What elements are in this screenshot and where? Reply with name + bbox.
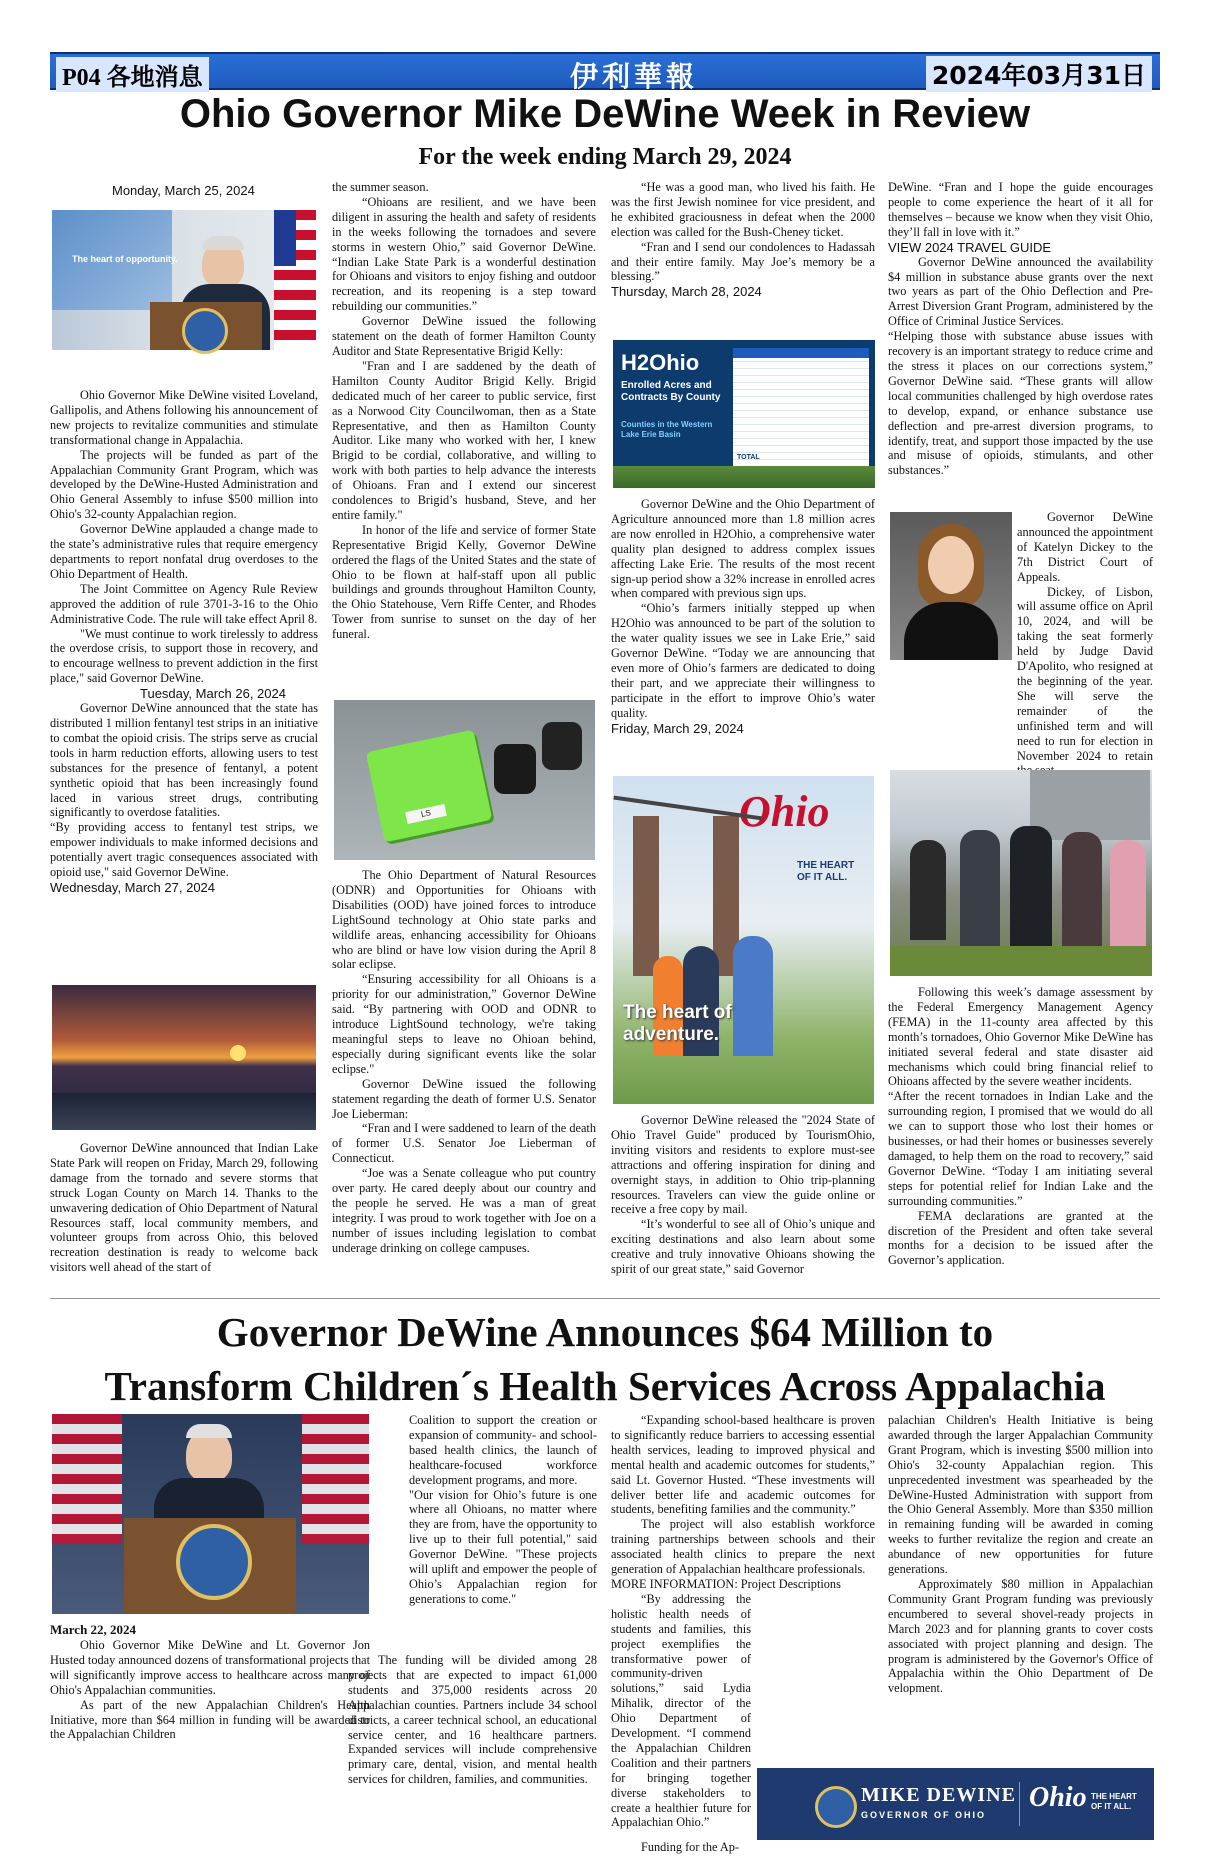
article1-column-4: [888, 180, 1153, 478]
article1-column-1: [50, 183, 318, 198]
governor-banner: [757, 1768, 1154, 1840]
paragraph: The Joint Committee on Agency Rule Review approved the addition of rule 3701-3-16 to the Ohio Administrative Code. The rule will take effect April 8.: [50, 581, 318, 626]
paragraph: “Ohio’s farmers initially stepped up when H2Ohio was announced to be part of the solution to the water quality issues we see in Lake Erie,” said Governor DeWine. “Today we are announcing that even more of Ohio’s farmers are dedicated to doing their part, and we appreciate their willingness to participate in the effort to improve Ohio’s water quality.: [611, 601, 875, 720]
paragraph: The Ohio Department of Natural Resources (ODNR) and Opportunities for Ohioans with Disabilities (OOD) have joined forces to introduce LightSound technology at Ohio state parks and wildlife areas, enhancing accessibility for Ohioans who are blind or have low vision during the April 8 solar eclipse.: [332, 868, 596, 972]
paragraph: Following this week’s damage assessment by the Federal Emergency Management Agency (FEMA) in the 11-county area affected by this month’s tornadoes, Ohio Governor Mike DeWine has initiated several federal and state disaster aid mechanisms which could bring financial relief to Ohioans affected by the severe weather incidents.: [888, 985, 1153, 1089]
h2ohio-subtitle: Enrolled Acres and Contracts By County: [621, 380, 721, 403]
governor-seal-podium-photo: [52, 1414, 369, 1614]
paragraph: “Fran and I send our condolences to Hadassah and their entire family. May Joe’s memory be a blessing.”: [611, 239, 875, 284]
article2-date: March 22, 2024: [50, 1622, 137, 1637]
paragraph: Governor DeWine issued the following statement on the death of former Hamilton County Auditor and State Representative Brigid Kelly:: [332, 314, 596, 358]
date-thursday: Thursday, March 28, 2024: [611, 284, 762, 300]
ohio-seal-icon: [815, 1786, 857, 1828]
paragraph: "Fran and I are saddened by the death of Hamilton County Auditor Brigid Kelly. Brigid dedicated much of her career to public service, first as a Norwood City Councilwoman, then as a State Representative, and then as Hamilton County Auditor. Like many who worked with her, I knew Brigid to be cordial, collaborative, and willing to work with both parties to help advance the interests of Ohioans. Fran and I extend our sincerest condolences to Brigid’s husband, Steve, and her entire family.": [332, 358, 596, 522]
article2-column-4: [888, 1413, 1153, 1696]
article1-column-2: [332, 180, 596, 642]
lightsound-device-photo: [334, 700, 595, 860]
sunset-lake-photo: [52, 985, 316, 1130]
article2-column-2-top: [409, 1413, 597, 1607]
lightsound-label: LS: [405, 804, 447, 824]
date-monday: Monday, March 25, 2024: [112, 183, 255, 198]
paragraph: palachian Children's Health Initiative is being awarded through the larger Appalachian Community Grant Program, which is investing $500 million into Ohio's 32-county Appalachian region. This unprecedented investment was spearheaded by the DeWine-Husted Administration with support from the Ohio General Assembly. More than $350 million in remaining funding will be awarded in coming weeks to further revitalize the region and create an abundance of new opportunities for future generations.: [888, 1413, 1153, 1577]
date-wednesday: Wednesday, March 27, 2024: [50, 880, 216, 895]
travel-guide-logo: Ohio: [739, 787, 830, 836]
banner-governor-name: MIKE DEWINE: [861, 1784, 1016, 1806]
more-information-link[interactable]: MORE INFORMATION: Project Descriptions: [611, 1576, 841, 1591]
article2-title: [0, 1305, 1210, 1413]
banner-tagline: THE HEART OF IT ALL.: [1091, 1792, 1137, 1811]
paragraph: Governor DeWine announced that the state has distributed 1 million fentanyl test strips in an initiative to combat the opioid crisis. The strips serve as crucial tools in harm reduction efforts, allowing users to test substances for the presence of fentanyl, a potent synthetic opioid that has been increasingly found laced in various street drugs, contributing significantly to overdose fatalities.: [50, 701, 318, 820]
page-section-label: P04 各地消息: [56, 57, 209, 92]
paragraph: “Fran and I were saddened to learn of the death of former U.S. Senator Joe Lieberman of Connecticut.: [332, 1121, 596, 1166]
paragraph: “By addressing the holistic health needs of students and families, this project exemplifies the transformative power of community-driven solutions,” said Lydia Mihalik, director of the Ohio Department of Development. “I commend the Appalachian Children Coalition and their partners for bringing together diverse stakeholders to create a healthier future for Appalachian Ohio.”: [611, 1591, 751, 1830]
paragraph: Ohio Governor Mike DeWine visited Loveland, Gallipolis, and Athens following his announcement of new projects to revitalize communities and stimulate transformational change in Appalachia.: [50, 388, 318, 447]
paragraph: In honor of the life and service of former State Representative Brigid Kelly, Governor DeWine ordered the flags of the United States and the state of Ohio to be flown at half-staff upon all public buildings and grounds throughout Hamilton County, the Ohio Statehouse, Vern Riffe Center, and Rhodes Tower from sunrise to sunset on the day of her funeral.: [332, 522, 596, 642]
paragraph: As part of the new Appalachian Children's Health Initiative, more than $64 million in funding will be awarded to the Appalachian Children: [50, 1697, 370, 1742]
banner-ohio-logo: Ohio: [1029, 1782, 1087, 1813]
paragraph: The projects will be funded as part of the Appalachian Community Grant Program, which was developed by the DeWine-Husted Administration and Ohio General Assembly to infuse $500 million into Ohio's 32-county Appalachian region.: [50, 447, 318, 522]
paragraph: “Ohioans are resilient, and we have been diligent in assuring the health and safety of residents in the weeks following the tornadoes and severe storms in western Ohio,” said Governor DeWine. “Indian Lake State Park is a wonderful destination for Ohioans and visitors to enjoy fishing and outdoor recreation, and its reopening is a step toward rebuilding our communities.”: [332, 194, 596, 314]
h2ohio-logo-text: H2Ohio: [621, 350, 700, 375]
issue-date: 2024年03月31日: [926, 56, 1152, 92]
article2-title-line-2: Transform Children´s Health Services Across Appalachia: [104, 1363, 1106, 1409]
paragraph: Governor DeWine announced the availability $4 million in substance abuse grants over the next two years as part of the Ohio Deflection and Pre-Arrest Diversion Grant Program, administered by the Office of Criminal Justice Services.: [888, 254, 1153, 329]
paragraph: Ohio Governor Mike DeWine and Lt. Governor Jon Husted today announced dozens of transformational projects that will significantly improve access to healthcare across many of Ohio's Appalachian communities.: [50, 1638, 370, 1697]
paragraph: Governor DeWine announced the appointment of Katelyn Dickey to the 7th District Court of Appeals.: [1017, 510, 1153, 584]
article1-column-1-body: [50, 388, 318, 895]
article1-subtitle: For the week ending March 29, 2024: [418, 144, 792, 170]
travel-guide-tagline: THE HEART OF IT ALL.: [797, 860, 855, 883]
paragraph: Governor DeWine and the Ohio Department of Agriculture announced more than 1.8 million acres are now enrolled in H2Ohio, a comprehensive water quality plan designed to address complex issues affecting Lake Erie. The results of the most recent sign-up period show a 32% increase in enrolled acres when compared with previous sign ups.: [611, 497, 875, 601]
paragraph: “After the recent tornadoes in Indian Lake and the surrounding region, I promised that we would do all we can to support those who lost their homes or businesses, or had their homes or businesses severely damaged, to help them on the road to recovery,” said Governor DeWine. “Today I am initiating several steps for potential relief for Indian Lake and the surrounding communities.”: [888, 1089, 1153, 1208]
section-divider: [50, 1298, 1160, 1299]
paragraph: Coalition to support the creation or expansion of community- and school-based health clinics, the launch of healthcare-focused workforce development programs, and more.: [409, 1413, 597, 1487]
paragraph: The funding will be divided among 28 projects that are expected to impact 61,000 students and 375,000 residents across 20 Appalachian counties. Partners include 34 school districts, a career technical school, an educational service center, and 16 healthcare partners. Expanded services will include comprehensive primary care, dental, vision, and mental health services for children, families, and communities.: [348, 1653, 597, 1787]
article2-column-2-bottom: [348, 1653, 597, 1787]
paragraph: Governor DeWine applauded a change made to the state’s administrative rules that require emergency departments to report nonfatal drug overdoses to the Ohio Department of Health.: [50, 522, 318, 581]
storm-damage-assessment-photo: [890, 770, 1152, 976]
paragraph: Governor DeWine released the "2024 State of Ohio Travel Guide" produced by TourismOhio, inviting visitors and residents to explore must-see attractions and offering inspiration for dining and overnight stays, in addition to Ohio trip-planning resources. Travelers can view the guide online or receive a free copy by mail.: [611, 1113, 875, 1217]
article2-column-3-end: [611, 1840, 751, 1855]
article1-column-3-end: [611, 1113, 875, 1277]
paragraph: The project will also establish workforce training partnerships between schools and their associated health clinics to prepare the next generation of Appalachian healthcare professionals.: [611, 1517, 875, 1577]
date-friday: Friday, March 29, 2024: [611, 720, 744, 736]
paragraph: FEMA declarations are granted at the discretion of the President and often take several months for a decision to be issued after the Governor’s application.: [888, 1208, 1153, 1268]
paragraph: “Helping those with substance abuse issues with recovery is an important strategy to reduce crime and the stress it places on our corrections system,” Governor DeWine said. “These grants will allow local communities challenged by high overdose rates to develop, expand, or enhance substance use deflection and pre-arrest diversion programs, to identify, treat, and support those impacted by the use and misuse of opioids, stimulants, and other substances.”: [888, 329, 1153, 478]
paragraph: “Joe was a Senate colleague who put country over party. He cared deeply about our country and the people he served. He was a man of great integrity. I was proud to work together with Joe on a number of issues including legislation to combat underage drinking on college campuses.: [332, 1166, 596, 1255]
h2ohio-infographic: [613, 340, 875, 488]
article2-title-line-1: Governor DeWine Announces $64 Million to: [216, 1309, 994, 1355]
paragraph: the summer season.: [332, 180, 429, 194]
article2-column-1: [50, 1622, 370, 1742]
page-header-bar: [50, 52, 1160, 93]
newspaper-name: 伊利華報: [570, 60, 699, 93]
article1-column-4-wrap: [1017, 510, 1153, 763]
article1-column-3: [611, 180, 875, 299]
podium-banner-text: The heart of opportunity.: [72, 254, 178, 264]
article1-column-1-end: [50, 1141, 318, 1275]
travel-guide-link[interactable]: VIEW 2024 TRAVEL GUIDE: [888, 239, 1052, 255]
paragraph: "We must continue to work tirelessly to address the overdose crisis, to support those in recovery, and to encourage wellness to prevent addiction in the first place," said Governor DeWine.: [50, 626, 318, 686]
banner-governor-role: GOVERNOR OF OHIO: [861, 1810, 987, 1820]
paragraph: DeWine. “Fran and I hope the guide encourages people to come experience the heart of it all for themselves – because we know when they visit Ohio, they’ll fall in love with it.”: [888, 180, 1153, 239]
article1-column-2-body: [332, 868, 596, 1256]
paragraph: Governor DeWine announced that Indian Lake State Park will reopen on Friday, March 29, following damage from the tornado and severe storms that struck Logan County on March 14. Thanks to the unwavering dedication of Ohio Department of Natural Resources staff, local community members, and volunteer groups from across Ohio, this beloved recreation destination is ready to welcome back visitors well ahead of the start of: [50, 1141, 318, 1275]
article1-title: Ohio Governor Mike DeWine Week in Review: [179, 92, 1031, 136]
paragraph: “He was a good man, who lived his faith. He was the first Jewish nominee for vice president, and he exhibited graciousness in defeat when the 2000 election was called for the Bush-Cheney ticket.: [611, 180, 875, 239]
paragraph: Approximately $80 million in Appalachian Community Grant Program funding was previously encumbered to several shovel-ready projects in March 2023 and for planning grants to cover costs associated with project planning and design. The program is administered by the Governor's Office of Appalachia within the Ohio Department of De velopment.: [888, 1576, 1153, 1696]
katelyn-dickey-portrait: [890, 512, 1012, 660]
paragraph: “By providing access to fentanyl test strips, we empower individuals to make informed decisions and potentially avert tragic consequences associated with opioid use," said Governor DeWine.: [50, 820, 318, 880]
paragraph: Funding for the Ap-: [641, 1840, 740, 1854]
travel-guide-headline: The heart of adventure.: [623, 1002, 732, 1045]
date-tuesday: Tuesday, March 26, 2024: [140, 686, 286, 702]
paragraph: “Ensuring accessibility for all Ohioans is a priority for our administration,” Governor DeWine said. “By partnering with OOD and ODNR to introduce LightSound technology, we're taking meaningful steps to leave no Ohioan behind, especially during significant events like the solar eclipse.": [332, 972, 596, 1076]
article1-column-3-body: [611, 497, 875, 736]
ohio-travel-guide-cover: [613, 776, 874, 1104]
h2ohio-total-label: TOTAL: [737, 454, 760, 461]
paragraph: "Our vision for Ohio’s future is one where all Ohioans, no matter where they are from, have the opportunity to live up to their full potential," said Governor DeWine. "These projects will uplift and empower the people of Ohio’s Appalachian region for generations to come.": [409, 1487, 597, 1606]
governor-podium-photo: [52, 210, 316, 350]
h2ohio-subtitle-2: Counties in the Western Lake Erie Basin: [621, 420, 713, 439]
paragraph: “Expanding school-based healthcare is proven to significantly reduce barriers to accessing essential health services, leading to improved physical and mental health and academic outcomes for students,” said Lt. Governor Husted. “These investments will deliver better life and academic outcomes for students, benefiting families and the community.”: [611, 1413, 875, 1517]
paragraph: Dickey, of Lisbon, will assume office on April 10, 2024, and will be taking the seat formerly held by Judge David D'Apolito, who resigned at the beginning of the year. She will serve the remainder of the unfinished term and will need to run for election in November 2024 to retain: [1017, 584, 1153, 763]
paragraph: Governor DeWine issued the following statement regarding the death of former U.S. Senator Joe Lieberman:: [332, 1076, 596, 1121]
paragraph: “It’s wonderful to see all of Ohio’s unique and exciting destinations and also learn about some creative and truly innovative Ohioans showing the spirit of our great state,” said Governor: [611, 1217, 875, 1277]
article1-column-4-end: [888, 985, 1153, 1268]
